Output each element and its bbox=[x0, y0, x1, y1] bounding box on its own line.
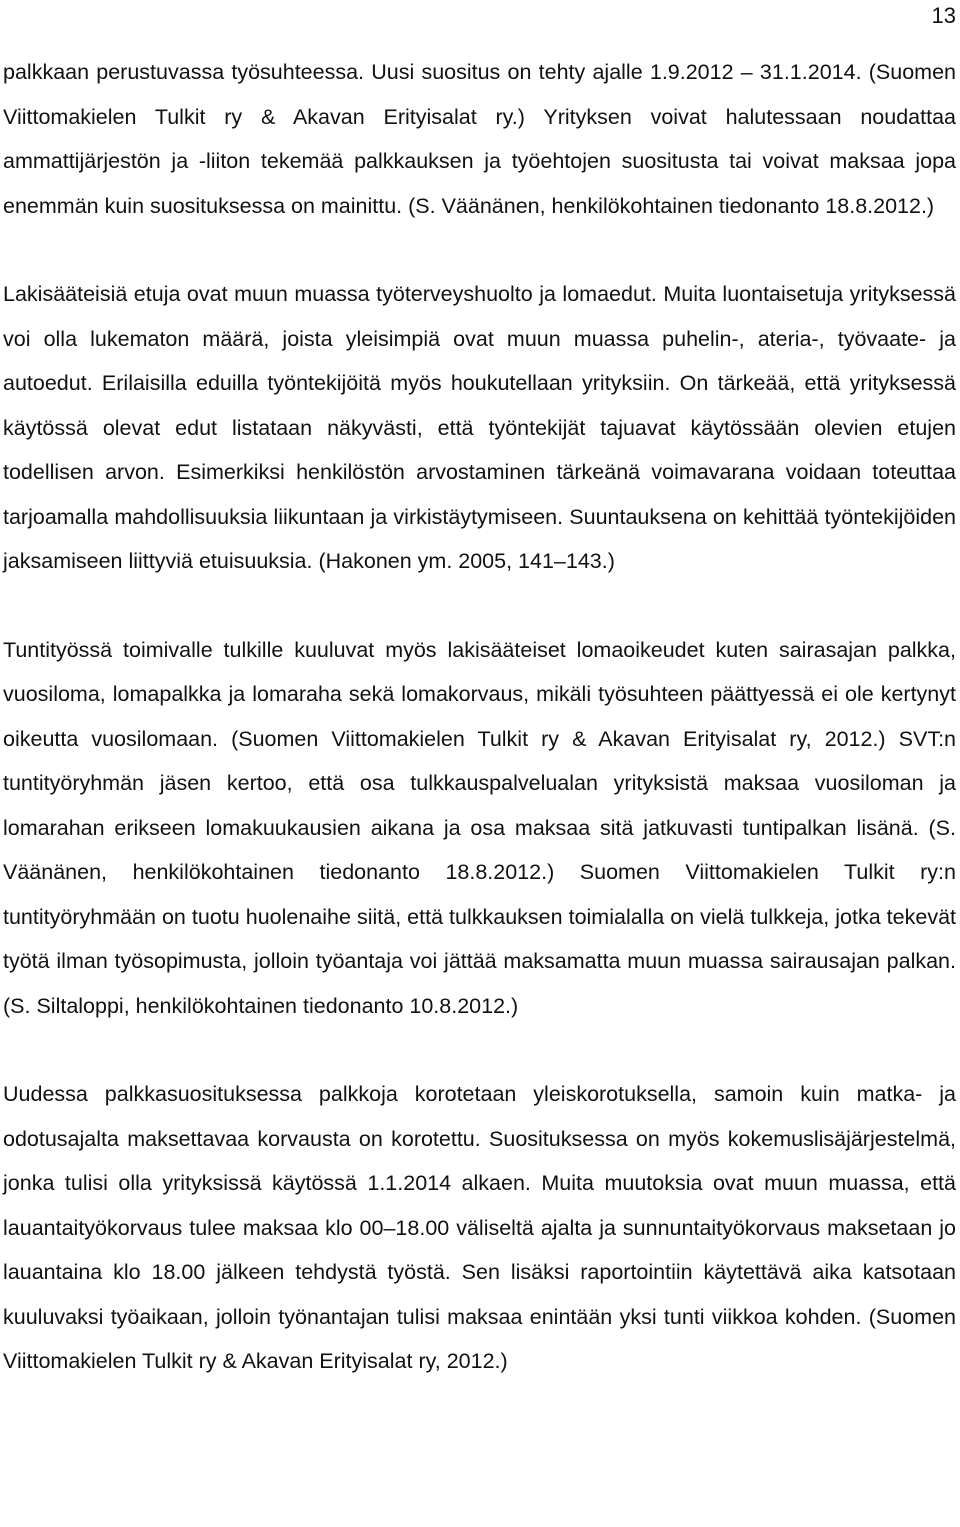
page-number: 13 bbox=[931, 3, 956, 28]
paragraph-statutory-benefits: Lakisääteisiä etuja ovat muun muassa työterveyshuolto ja lomaedut. Muita luontaisetuja yrityksessä voi olla lukematon määrä, joista yleisimpiä ovat muun muassa puhelin-, ateria-, työvaate- ja autoedut. Erilaisilla eduilla työntekijöitä myös houkutellaan yrityksiin. On tärkeää, että yrityksessä käytössä olevat edut listataan näkyvästi, että työntekijät tajuavat käytössään olevien etujen todellisen arvon. Esimerkiksi henkilöstön arvostaminen tärkeänä voimavarana voidaan toteuttaa tarjoamalla mahdollisuuksia liikuntaan ja virkistäytymiseen. Suuntauksena on kehittää työntekijöiden jaksamiseen liittyviä etuisuuksia. (Hakonen ym. 2005, 141–143.) bbox=[3, 282, 956, 573]
paragraph-salary-recommendation: palkkaan perustuvassa työsuhteessa. Uusi suositus on tehty ajalle 1.9.2012 – 31.1.2014. (Suomen Viittomakielen Tulkit ry & Akavan Erityisalat ry.) Yrityksen voivat halutessaan noudattaa ammattijärjestön ja -liiton tekemää palkkauksen ja työehtojen suositusta tai voivat maksaa jopa enemmän kuin suosituksessa on mainittu. (S. Väänänen, henkilökohtainen tiedonanto 18.8.2012.) bbox=[3, 60, 956, 218]
paragraph-new-salary-recommendation: Uudessa palkkasuosituksessa palkkoja korotetaan yleiskorotuksella, samoin kuin matka- ja odotusajalta maksettavaa korvausta on korotettu. Suosituksessa on myös kokemuslisäjärjestelmä, jonka tulisi olla yrityksissä käytössä 1.1.2014 alkaen. Muita muutoksia ovat muun muassa, että lauantaityökorvaus tulee maksaa klo 00–18.00 väliseltä ajalta ja sunnuntaityökorvaus maksetaan jo lauantaina klo 18.00 jälkeen tehdystä työstä. Sen lisäksi raportointiin käytettävä aika katsotaan kuuluvaksi työaikaan, jolloin työnantajan tulisi maksaa enintään yksi tunti viikkoa kohden. (Suomen Viittomakielen Tulkit ry & Akavan Erityisalat ry, 2012.) bbox=[3, 1082, 956, 1373]
paragraph-hourly-work-holidays: Tuntityössä toimivalle tulkille kuuluvat myös lakisääteiset lomaoikeudet kuten sairasajan palkka, vuosiloma, lomapalkka ja lomaraha sekä lomakorvaus, mikäli työsuhteen päättyessä ei ole kertynyt oikeutta vuosilomaan. (Suomen Viittomakielen Tulkit ry & Akavan Erityisalat ry, 2012.) SVT:n tuntityöryhmän jäsen kertoo, että osa tulkkauspalvelualan yrityksistä maksaa vuosiloman ja lomarahan erikseen lomakuukausien aikana ja osa maksaa sitä jatkuvasti tuntipalkan lisänä. (S. Väänänen, henkilökohtainen tiedonanto 18.8.2012.) Suomen Viittomakielen Tulkit ry:n tuntityöryhmään on tuotu huolenaihe siitä, että tulkkauksen toimialalla on vielä tulkkeja, jotka tekevät työtä ilman työsopimusta, jolloin työantaja voi jättää maksamatta muun muassa sairausajan palkan. (S. Siltaloppi, henkilökohtainen tiedonanto 10.8.2012.) bbox=[3, 637, 956, 1018]
document-body bbox=[3, 50, 956, 1384]
